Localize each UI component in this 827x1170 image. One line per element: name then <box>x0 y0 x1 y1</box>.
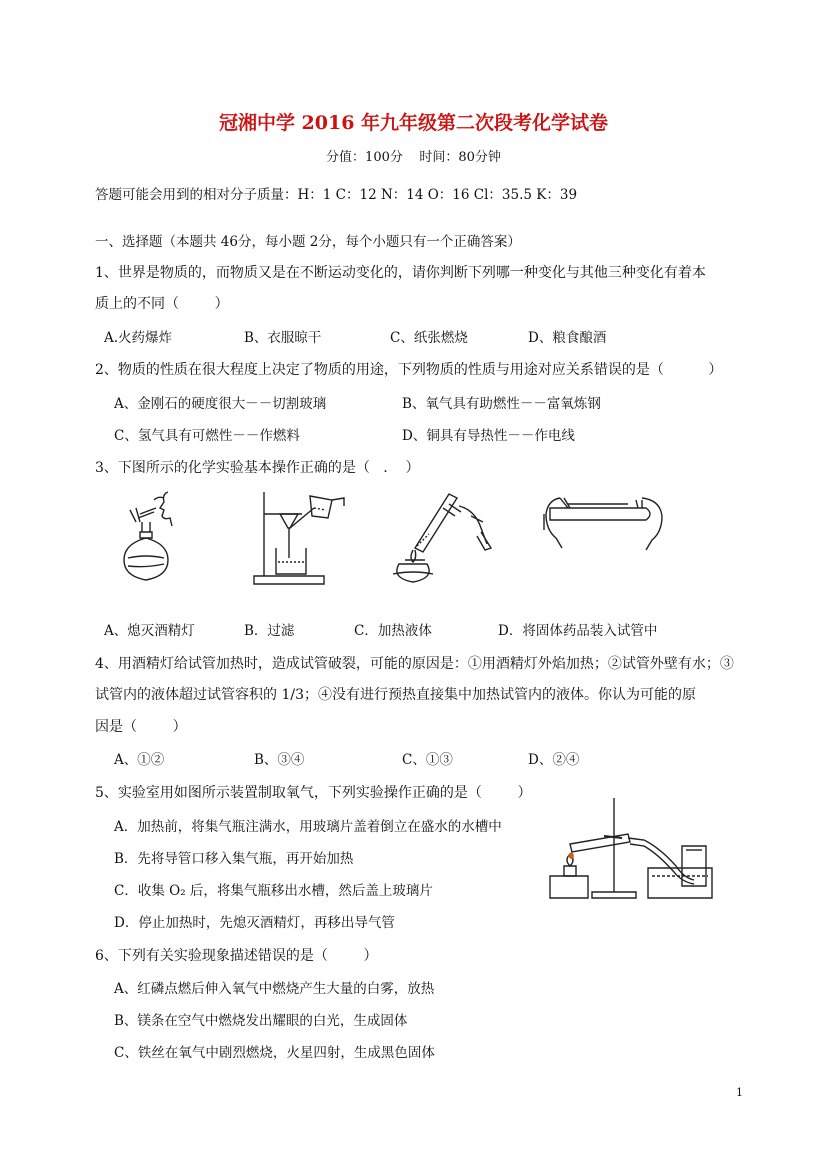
figure-oxygen-apparatus <box>548 796 716 902</box>
q2-stem: 2、物质的性质在很大程度上决定了物质的用途，下列物质的性质与用途对应关系错误的是（ ） <box>95 362 723 378</box>
section-heading: 一、选择题（本题共 46分，每小题 2分，每个小题只有一个正确答案） <box>95 234 521 250</box>
q2-option-b: B、氧气具有助燃性－－富氧炼钢 <box>402 396 601 412</box>
q3-stem: 3、下图所示的化学实验基本操作正确的是（ . ） <box>95 460 420 476</box>
q4-option-c: C、①③ <box>402 752 453 768</box>
q1-stem-line1: 1、世界是物质的，而物质又是在不断运动变化的，请你判断下列哪一种变化与其他三种变化有着本 <box>95 265 706 281</box>
q4-option-d: D、②④ <box>528 752 580 768</box>
q4-stem-line1: 4、用酒精灯给试管加热时，造成试管破裂，可能的原因是：①用酒精灯外焰加热；②试管外壁有水；③ <box>95 656 734 672</box>
q6-option-c: C、铁丝在氧气中剧烈燃烧，火星四射，生成黑色固体 <box>114 1045 435 1061</box>
q5-option-c: C．收集 O₂ 后，将集气瓶移出水槽，然后盖上玻璃片 <box>114 883 433 899</box>
exam-title: 冠湘中学 2016 年九年级第二次段考化学试卷 <box>218 112 609 134</box>
q5-stem: 5、实验室用如图所示装置制取氧气，下列实验操作正确的是（ ） <box>95 785 532 801</box>
q5-option-a: A．加热前，将集气瓶注满水，用玻璃片盖着倒立在盛水的水槽中 <box>114 819 502 835</box>
exam-subtitle: 分值：100分 时间：80分钟 <box>326 150 501 165</box>
q4-option-b: B、③④ <box>254 752 305 768</box>
q4-stem-line3: 因是（ ） <box>95 719 187 735</box>
q5-option-b: B．先将导管口移入集气瓶，再开始加热 <box>114 851 354 867</box>
q3-option-d: D．将固体药品装入试管中 <box>498 623 658 639</box>
q6-option-a: A、红磷点燃后伸入氧气中燃烧产生大量的白雾，放热 <box>114 981 435 997</box>
page-number: 1 <box>736 1086 743 1099</box>
q2-option-a: A、金刚石的硬度很大－－切割玻璃 <box>114 396 327 412</box>
q3-option-a: A、熄灭酒精灯 <box>104 623 195 639</box>
figure-solid-into-tube <box>538 494 670 554</box>
q4-stem-line2: 试管内的液体超过试管容积的 1/3；④没有进行预热直接集中加热试管内的液体。你认为可能的原 <box>95 687 696 703</box>
figure-extinguish-lamp <box>120 488 200 588</box>
q1-option-a: A.火药爆炸 <box>104 330 173 346</box>
q4-option-a: A、①② <box>114 752 165 768</box>
q3-option-b: B．过滤 <box>244 623 295 639</box>
figure-heating-liquid <box>385 488 495 586</box>
q6-stem: 6、下列有关实验现象描述错误的是（ ） <box>95 948 378 964</box>
q2-option-d: D、铜具有导热性－－作电线 <box>402 428 575 444</box>
figure-filtration <box>252 490 362 586</box>
q1-stem-line2: 质上的不同（ ） <box>95 296 229 312</box>
q3-option-c: C．加热液体 <box>354 623 432 639</box>
q1-option-d: D、粮食酿酒 <box>528 330 607 346</box>
q1-option-b: B、衣服晾干 <box>244 330 322 346</box>
relative-masses: 答题可能会用到的相对分子质量：H：1 C：12 N：14 O：16 Cl：35.5 K：39 <box>95 187 578 203</box>
q5-option-d: D．停止加热时，先熄灭酒精灯，再移出导气管 <box>114 915 395 931</box>
q2-option-c: C、氢气具有可燃性－－作燃料 <box>114 428 300 444</box>
q6-option-b: B、镁条在空气中燃烧发出耀眼的白光，生成固体 <box>114 1013 408 1029</box>
q1-option-c: C、纸张燃烧 <box>390 330 468 346</box>
